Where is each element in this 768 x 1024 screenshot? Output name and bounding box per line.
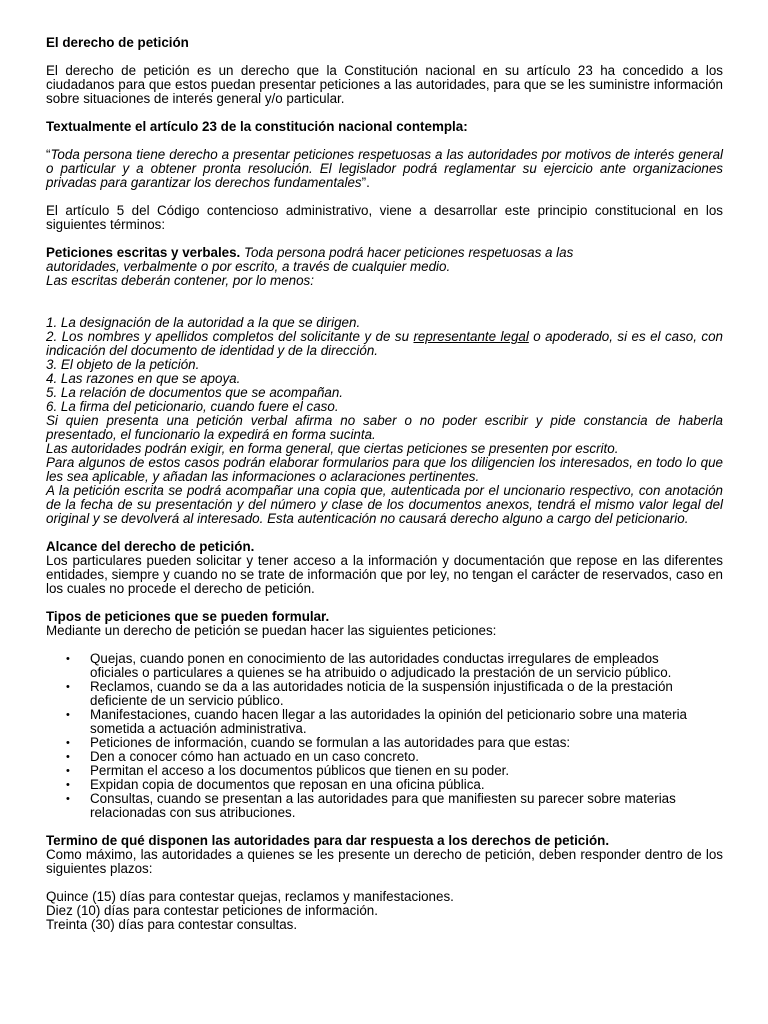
termino-text: Como máximo, las autoridades a quienes se les presente un derecho de petición, deben responder dentro de los siguientes plazos: [46,847,723,876]
article23-quote [46,148,723,190]
list-item-text: Consultas, cuando se presentan a las autoridades para que manifiesten su parecer sobre materias relacionadas con sus atribuciones. [90,791,676,820]
termino-heading: Termino de qué disponen las autoridades para dar respuesta a los derechos de petición. [46,833,610,848]
alcance-section [46,540,723,596]
article23-heading: Textualmente el artículo 23 de la constitución nacional contempla: [46,119,468,134]
requisitos-list [46,316,723,526]
close-quote: ”. [361,175,370,190]
peticiones-text-1: Toda persona podrá hacer peticiones respetuosas a las [240,245,574,260]
list-item [46,778,723,792]
requisito-2 [46,330,723,358]
formularios-paragraph: Para algunos de estos casos podrán elaborar formularios para que los diligencien los interesados, en todo lo que les sea aplicable, y añadan las informaciones o aclaraciones pertinentes. [46,455,723,484]
list-item-text: Manifestaciones, cuando hacen llegar a las autoridades la opinión del peticionario sobre una materia sometida a actuación administrativa. [90,707,688,736]
plazo-diez: Diez (10) días para contestar peticiones de información. [46,903,378,918]
tipos-heading: Tipos de peticiones que se pueden formular. [46,609,330,624]
list-item [46,680,723,708]
requisito-6: 6. La firma del peticionario, cuando fuere el caso. [46,399,339,414]
list-item [46,652,723,680]
peticiones-heading: Peticiones escritas y verbales. [46,245,241,260]
list-item-text: Reclamos, cuando se da a las autoridades noticia de la suspensión injustificada o de la prestación deficiente de un servicio público. [90,679,673,708]
termino-section [46,834,723,876]
peticiones-text-3: Las escritas deberán contener, por lo menos: [46,273,314,288]
list-item [46,764,723,778]
list-item-text: Den a conocer cómo han actuado en un caso concreto. [90,749,420,764]
intro-paragraph: El derecho de petición es un derecho que la Constitución nacional en su artículo 23 ha concedido a los ciudadanos para que estos puedan presentar peticiones a las autoridades, para que se les suministre información sobre situaciones de interés general y/o particular. [46,63,723,106]
bullet-icon: • [66,793,70,805]
article23-quote-text: Toda persona tiene derecho a presentar peticiones respetuosas a las autoridades por motivos de interés general o particular y a obtener pronta resolución. El legislador podrá reglamentar su ejercicio ante organizaciones privadas para garantizar los derechos fundamentales [46,147,723,190]
bullet-icon: • [66,751,70,763]
article5-intro: El artículo 5 del Código contencioso administrativo, viene a desarrollar este principio constitucional en los siguientes términos: [46,203,723,232]
requisito-5: 5. La relación de documentos que se acompañan. [46,385,344,400]
document-title: El derecho de petición [46,35,189,50]
list-item [46,750,723,764]
requisito-2-rest: o apoderado, si es el caso, con indicación del documento de identidad y de la dirección. [46,329,723,358]
list-item [46,792,723,820]
peticiones-escrito-line: Las autoridades podrán exigir, en forma general, que ciertas peticiones se presenten por escrito. [46,441,619,456]
requisito-1: 1. La designación de la autoridad a la que se dirigen. [46,315,361,330]
requisito-2-text: 2. Los nombres y apellidos completos del solicitante y de su [46,329,414,344]
tipos-text: Mediante un derecho de petición se puedan hacer las siguientes peticiones: [46,623,497,638]
copia-autenticada-paragraph: A la petición escrita se podrá acompañar una copia que, autenticada por el uncionario respectivo, con anotación de la fecha de su presentación y del número y clase de los documentos anexos, tendrá el mismo valor legal del original y se devolverá al interesado. Esta autenticación no causará derecho alguno a cargo del peticionario. [46,483,723,526]
peticion-verbal-paragraph: Si quien presenta una petición verbal afirma no saber o no poder escribir y pide constancia de haberla presentado, el funcionario la expedirá en forma sucinta. [46,413,723,442]
tipos-list [46,652,723,820]
representante-legal-link[interactable]: representante legal [413,329,529,344]
bullet-icon: • [66,737,70,749]
list-item [46,736,723,750]
plazo-treinta: Treinta (30) días para contestar consultas. [46,917,298,932]
list-item-text: Quejas, cuando ponen en conocimiento de las autoridades conductas irregulares de empleados oficiales o particulares a quienes se ha atribuido o adjudicado la prestación de un servicio público. [90,651,672,680]
peticiones-paragraph [46,246,723,288]
list-item-text: Permitan el acceso a los documentos públicos que tienen en su poder. [90,763,510,778]
plazos-list [46,890,723,932]
requisito-3: 3. El objeto de la petición. [46,357,200,372]
bullet-icon: • [66,653,70,665]
open-quote: “ [46,147,51,162]
bullet-icon: • [66,765,70,777]
list-item-text: Expidan copia de documentos que reposan en una oficina pública. [90,777,485,792]
bullet-icon: • [66,709,70,721]
alcance-heading: Alcance del derecho de petición. [46,539,255,554]
plazo-quince: Quince (15) días para contestar quejas, reclamos y manifestaciones. [46,889,454,904]
list-item [46,708,723,736]
list-item-text: Peticiones de información, cuando se formulan a las autoridades para que estas: [90,735,571,750]
alcance-text: Los particulares pueden solicitar y tener acceso a la información y documentación que repose en las diferentes entidades, siempre y cuando no se trate de información que por ley, no tengan el carácter de reservados, caso en los cuales no procede el derecho de petición. [46,553,723,596]
bullet-icon: • [66,681,70,693]
peticiones-text-2: autoridades, verbalmente o por escrito, a través de cualquier medio. [46,259,451,274]
bullet-icon: • [66,779,70,791]
tipos-section [46,610,723,820]
requisito-4: 4. Las razones en que se apoya. [46,371,241,386]
